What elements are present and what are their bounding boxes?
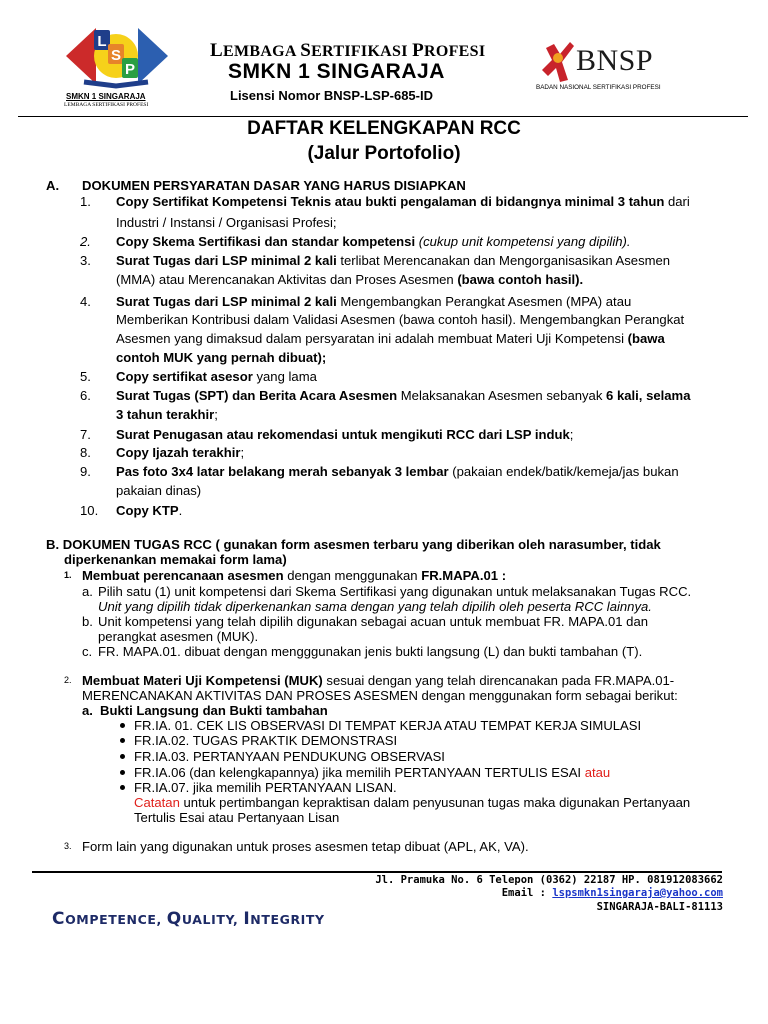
list-item-a4-cont1: Memberikan Kontribusi dalam Validasi Asesmen (bawa contoh hasil). Mengembangkan Perangkat bbox=[116, 312, 685, 327]
list-item-a1: Copy Sertifikat Kompetensi Teknis atau bukti pengalaman di bidangnya minimal 3 tahun dari bbox=[116, 194, 690, 209]
lsp-logo-icon bbox=[56, 22, 176, 92]
list-item-a7-number: 7. bbox=[80, 427, 91, 442]
lsp-logo bbox=[56, 22, 176, 108]
list-item-a2: Copy Skema Sertifikasi dan standar kompetensi (cukup unit kompetensi yang dipilih). bbox=[116, 234, 631, 249]
document-subtitle: (Jalur Portofolio) bbox=[307, 143, 461, 164]
svg-text:S: S bbox=[110, 47, 122, 64]
bullet-item: FR.IA.02. TUGAS PRAKTIK DEMONSTRASI bbox=[134, 731, 397, 751]
bnsp-wordmark: BNSP bbox=[576, 44, 654, 77]
sub-item-b1c: FR. MAPA.01. dibuat dengan mengggunakan jenis bukti langsung (L) dan bukti tambahan (T). bbox=[98, 644, 643, 659]
list-item-a8: Copy Ijazah terakhir; bbox=[116, 445, 245, 460]
section-a-heading: DOKUMEN PERSYARATAN DASAR YANG HARUS DISIAPKAN bbox=[82, 178, 466, 193]
bullet-item: FR.IA.07. jika memilih PERTANYAAN LISAN. bbox=[134, 778, 397, 798]
section-b-heading: B. DOKUMEN TUGAS RCC ( gunakan form asesmen terbaru yang diberikan oleh narasumber, tidak bbox=[46, 537, 661, 552]
list-item-a8-number: 8. bbox=[80, 445, 91, 460]
bullet-item: FR.IA. 01. CEK LIS OBSERVASI DI TEMPAT KERJA ATAU TEMPAT KERJA SIMULASI bbox=[134, 716, 641, 736]
list-item-a4: Surat Tugas dari LSP minimal 2 kali Mengembangkan Perangkat Asesmen (MPA) atau bbox=[116, 294, 632, 309]
footer-divider bbox=[32, 871, 722, 873]
bnsp-caption: BADAN NASIONAL SERTIFIKASI PROFESI bbox=[536, 84, 661, 91]
sub-item-b1a-cont: Unit yang dipilih tidak diperkenankan sama dengan yang telah dipilih oleh peserta RCC lainnya. bbox=[98, 599, 652, 614]
list-item-a3-number: 3. bbox=[80, 253, 91, 268]
list-item-a1-cont: Industri / Instansi / Organisasi Profesi; bbox=[116, 215, 337, 230]
bnsp-logo bbox=[536, 40, 680, 100]
school-name: SMKN 1 SINGARAJA bbox=[228, 60, 445, 83]
list-item-b2: Membuat Materi Uji Kompetensi (MUK) sesuai dengan yang telah direncanakan pada FR.MAPA.01- bbox=[82, 673, 675, 688]
sub-item-b1b-letter: b. bbox=[82, 614, 93, 629]
sub-item-b2a-letter: a. bbox=[82, 703, 93, 718]
note-cont: Tertulis Esai atau Pertanyaan Lisan bbox=[134, 810, 340, 825]
lsp-logo-caption-school: SMKN 1 SINGARAJA bbox=[66, 92, 146, 101]
header-divider bbox=[18, 116, 748, 117]
list-item-b2-number: 2. bbox=[64, 675, 72, 685]
svg-text:L: L bbox=[97, 33, 107, 50]
list-item-a4-cont3: contoh MUK yang pernah dibuat); bbox=[116, 350, 327, 365]
list-item-a6: Surat Tugas (SPT) dan Berita Acara Asesmen Melaksanakan Asesmen sebanyak 6 kali, selama bbox=[116, 388, 691, 403]
footer-email: Email : lspsmkn1singaraja@yahoo.com bbox=[501, 887, 723, 899]
document-title: DAFTAR KELENGKAPAN RCC bbox=[247, 118, 521, 139]
footer-address: Jl. Pramuka No. 6 Telepon (0362) 22187 HP. 081912083662 bbox=[375, 874, 723, 886]
sub-item-b2a-heading: Bukti Langsung dan Bukti tambahan bbox=[100, 703, 328, 718]
list-item-a6-number: 6. bbox=[80, 388, 91, 403]
list-item-a2-number: 2. bbox=[80, 234, 91, 249]
list-item-b3: Form lain yang digunakan untuk proses asesmen tetap dibuat (APL, AK, VA). bbox=[82, 839, 529, 854]
list-item-a4-cont2: Asesmen yang dimaksud dalam persyaratan ini adalah membuat Materi Uji Kompetensi (bawa bbox=[116, 331, 665, 346]
list-item-b3-number: 3. bbox=[64, 841, 72, 851]
svg-text:P: P bbox=[124, 61, 136, 78]
sub-item-b1b: Unit kompetensi yang telah dipilih digunakan sebagai acuan untuk membuat FR. MAPA.01 dan bbox=[98, 614, 649, 629]
list-item-a4-number: 4. bbox=[80, 294, 91, 309]
motto: COMPETENCE, QUALITY, INTEGRITY bbox=[52, 909, 325, 929]
footer-city: SINGARAJA-BALI-81113 bbox=[596, 901, 723, 913]
section-b-heading-cont: diperkenankan memakai form lama) bbox=[64, 552, 287, 567]
list-item-b1: Membuat perencanaan asesmen dengan menggunakan FR.MAPA.01 : bbox=[82, 568, 507, 583]
bnsp-emblem-icon bbox=[540, 40, 576, 84]
section-a-letter: A. bbox=[46, 178, 60, 193]
list-item-a9-number: 9. bbox=[80, 464, 91, 479]
sub-item-b1a-letter: a. bbox=[82, 584, 93, 599]
list-item-a9-cont: pakaian dinas) bbox=[116, 483, 202, 498]
lsp-logo-caption-institution: LEMBAGA SERTIFIKASI PROFESI bbox=[64, 102, 149, 108]
list-item-a6-cont: 3 tahun terakhir; bbox=[116, 407, 218, 422]
list-item-a7: Surat Penugasan atau rekomendasi untuk mengikuti RCC dari LSP induk; bbox=[116, 427, 574, 442]
list-item-a3-cont: (MMA) atau Merencanakan Aktivitas dan Proses Asesmen (bawa contoh hasil). bbox=[116, 272, 584, 287]
list-item-a10: Copy KTP. bbox=[116, 503, 183, 518]
bullet-item: FR.IA.03. PERTANYAAN PENDUKUNG OBSERVASI bbox=[134, 747, 445, 767]
email-link[interactable]: lspsmkn1singaraja@yahoo.com bbox=[552, 887, 723, 899]
list-item-a10-number: 10. bbox=[80, 503, 99, 518]
sub-item-b1a: Pilih satu (1) unit kompetensi dari Skema Sertifikasi yang digunakan untuk melaksanakan Tugas RCC. bbox=[98, 584, 692, 599]
list-item-a5: Copy sertifikat asesor yang lama bbox=[116, 369, 317, 384]
institution-title: LEMBAGA SERTIFIKASI PROFESI bbox=[210, 40, 486, 61]
note: Catatan untuk pertimbangan kepraktisan dalam penyusunan tugas maka digunakan Pertanyaan bbox=[134, 795, 691, 810]
list-item-a1-number: 1. bbox=[80, 194, 91, 209]
list-item-b1-number: 1. bbox=[64, 570, 72, 580]
sub-item-b1b-cont: perangkat asesmen (MUK). bbox=[98, 629, 259, 644]
list-item-b2-cont: MERENCANAKAN AKTIVITAS DAN PROSES ASESMEN dengan menggunakan form sebagai berikut: bbox=[82, 688, 678, 703]
sub-item-b1c-letter: c. bbox=[82, 644, 93, 659]
bullet-item: FR.IA.06 (dan kelengkapannya) jika memilih PERTANYAAN TERTULIS ESAI atau bbox=[134, 763, 610, 783]
license-number: Lisensi Nomor BNSP-LSP-685-ID bbox=[230, 88, 433, 103]
list-item-a9: Pas foto 3x4 latar belakang merah sebanyak 3 lembar (pakaian endek/batik/kemeja/jas bukan bbox=[116, 464, 679, 479]
list-item-a5-number: 5. bbox=[80, 369, 91, 384]
list-item-a3: Surat Tugas dari LSP minimal 2 kali terlibat Merencanakan dan Mengorganisasikan Asesmen bbox=[116, 253, 671, 268]
